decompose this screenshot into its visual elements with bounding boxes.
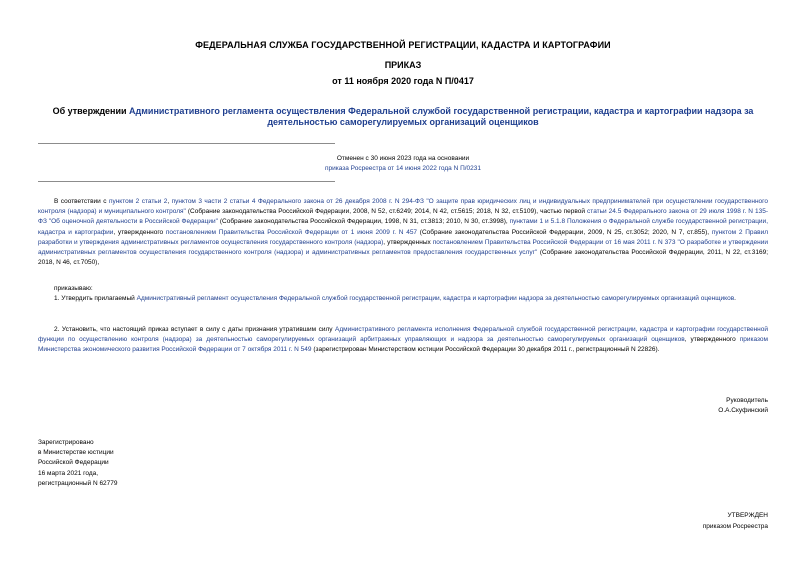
item-2-regulation-link[interactable]: Административного регламента исполнения Федеральной службой государственной регистрации, кадастра и картографии государственной функции по осуществлению контроля (надзора) за деятельностью саморегулируемых организаций арбитражных управляющих и надзора за деятельностью саморегулируемых организаций оценщиков	[38, 326, 768, 344]
item-2-text-1: 2. Установить, что настоящий приказ вступает в силу с даты признания утратившим силу	[54, 326, 335, 333]
item-2-paragraph	[38, 325, 768, 356]
signatory-position: Руководитель	[726, 397, 768, 404]
item-1-end: .	[734, 295, 736, 302]
subject-prefix: Об утверждении	[52, 106, 130, 116]
preamble-text-6: (Собрание законодательства Российской Федерации, 2009, N 25, ст.3052; 2020, N 7, ст.855),	[417, 228, 712, 236]
signature-block	[718, 396, 768, 416]
document-type: ПРИКАЗ	[384, 60, 422, 70]
preamble-text-3: (Собрание законодательства Российской Федерации, 2008, N 52, ст.6249; 2014, N 42, ст.5615; 2018, N 32, ст.5109), частью первой	[185, 208, 588, 216]
registration-line: регистрационный N 62779	[38, 479, 118, 487]
preamble-link-6[interactable]: пунктом 2 Правил разработки и утверждения административных регламентов осуществления государственного контроля (надзора)	[38, 228, 768, 246]
item-2-text-3: (зарегистрирован Министерством юстиции Российской Федерации 30 декабря 2011 г., регистрационный N 22826).	[311, 346, 660, 354]
cancellation-notice	[38, 154, 768, 174]
registration-line: Российской Федерации	[38, 459, 109, 467]
registration-line: в Министерстве юстиции	[38, 449, 114, 457]
cancellation-text: Отменен с 30 июня 2023 года на основании	[336, 155, 470, 162]
cancellation-order-link[interactable]: приказа Росреестра от 14 июня 2022 года N П/0231	[324, 165, 482, 172]
preamble-link-7[interactable]: постановлением Правительства Российской Федерации от 16 мая 2011 г. N 373 "О разработке и утверждении административных регламентов осуществления государственного контроля (надзора) и административных регламентов предоставления государственных услуг"	[38, 238, 768, 257]
approved-block	[703, 510, 768, 532]
item-1-regulation-link[interactable]: Административный регламент осуществления Федеральной службой государственной регистрации, кадастра и картографии надзора за деятельностью саморегулируемых организаций оценщиков	[136, 295, 735, 302]
preamble-text-1: В соответствии с	[54, 198, 109, 205]
registration-line: Зарегистрировано	[38, 439, 94, 446]
item-2-order-link[interactable]: приказом Министерства экономического развития Российской Федерации от 7 октября 2011 г. N 549	[38, 336, 768, 354]
signatory-name: О.А.Скуфинский	[718, 407, 768, 414]
organization-heading: ФЕДЕРАЛЬНАЯ СЛУЖБА ГОСУДАРСТВЕННОЙ РЕГИСТРАЦИИ, КАДАСТРА И КАРТОГРАФИИ	[195, 40, 611, 50]
preamble-text-7: , утвержденных	[383, 238, 433, 246]
preamble-link-5[interactable]: постановлением Правительства Российской Федерации от 1 июня 2009 г. N 457	[165, 228, 418, 236]
registration-line: 16 марта 2021 года,	[38, 469, 99, 477]
subject-regulation-link[interactable]: Административного регламента осуществления Федеральной службой государственной регистрации, кадастра и картографии надзора за деятельностью саморегулируемых организаций оценщиков	[129, 106, 754, 127]
bottom-divider	[38, 181, 335, 182]
document-date-number: от 11 ноября 2020 года N П/0417	[332, 76, 474, 86]
item-1-text: 1. Утвердить прилагаемый	[54, 295, 137, 302]
preamble-text-5: , утвержденного	[113, 228, 166, 236]
preamble-link-1[interactable]: пунктом 2 статьи 2	[108, 198, 168, 205]
preamble-link-3[interactable]: статьи 24.5 Федерального закона от 29 июля 1998 г. N 135-ФЗ "Об оценочной деятельности в Российской Федерации"	[38, 208, 769, 226]
item-1-paragraph	[38, 294, 768, 304]
preamble-link-4[interactable]: пунктами 1 и 5.1.8 Положения о Федеральной службе государственной регистрации, кадастра и картографии	[38, 218, 768, 236]
top-divider	[38, 143, 335, 144]
registration-block	[38, 438, 118, 489]
preamble-link-2[interactable]: пунктом 3 части 2 статьи 4 Федерального закона от 26 декабря 2008 г. N 294-ФЗ "О защите прав юридических лиц и индивидуальных предпринимателей при осуществлении государственного контроля (надзора) и муниципального контроля"	[38, 198, 768, 216]
preamble-paragraph	[38, 197, 768, 268]
preamble-text-8: (Собрание законодательства Российской Федерации, 2011, N 22, ст.3169; 2018, N 46, ст.7050),	[38, 249, 769, 267]
order-word: приказываю:	[54, 285, 93, 292]
approved-by: приказом Росреестра	[702, 523, 768, 530]
document-subject	[38, 106, 768, 128]
approved-title: УТВЕРЖДЕН	[727, 512, 768, 519]
item-2-text-2: , утвержденного	[684, 336, 740, 344]
preamble-text-4: (Собрание законодательства Российской Федерации, 1998, N 31, ст.3813; 2010, N 30, ст.3998),	[217, 218, 510, 226]
preamble-text-2: ,	[167, 198, 172, 205]
